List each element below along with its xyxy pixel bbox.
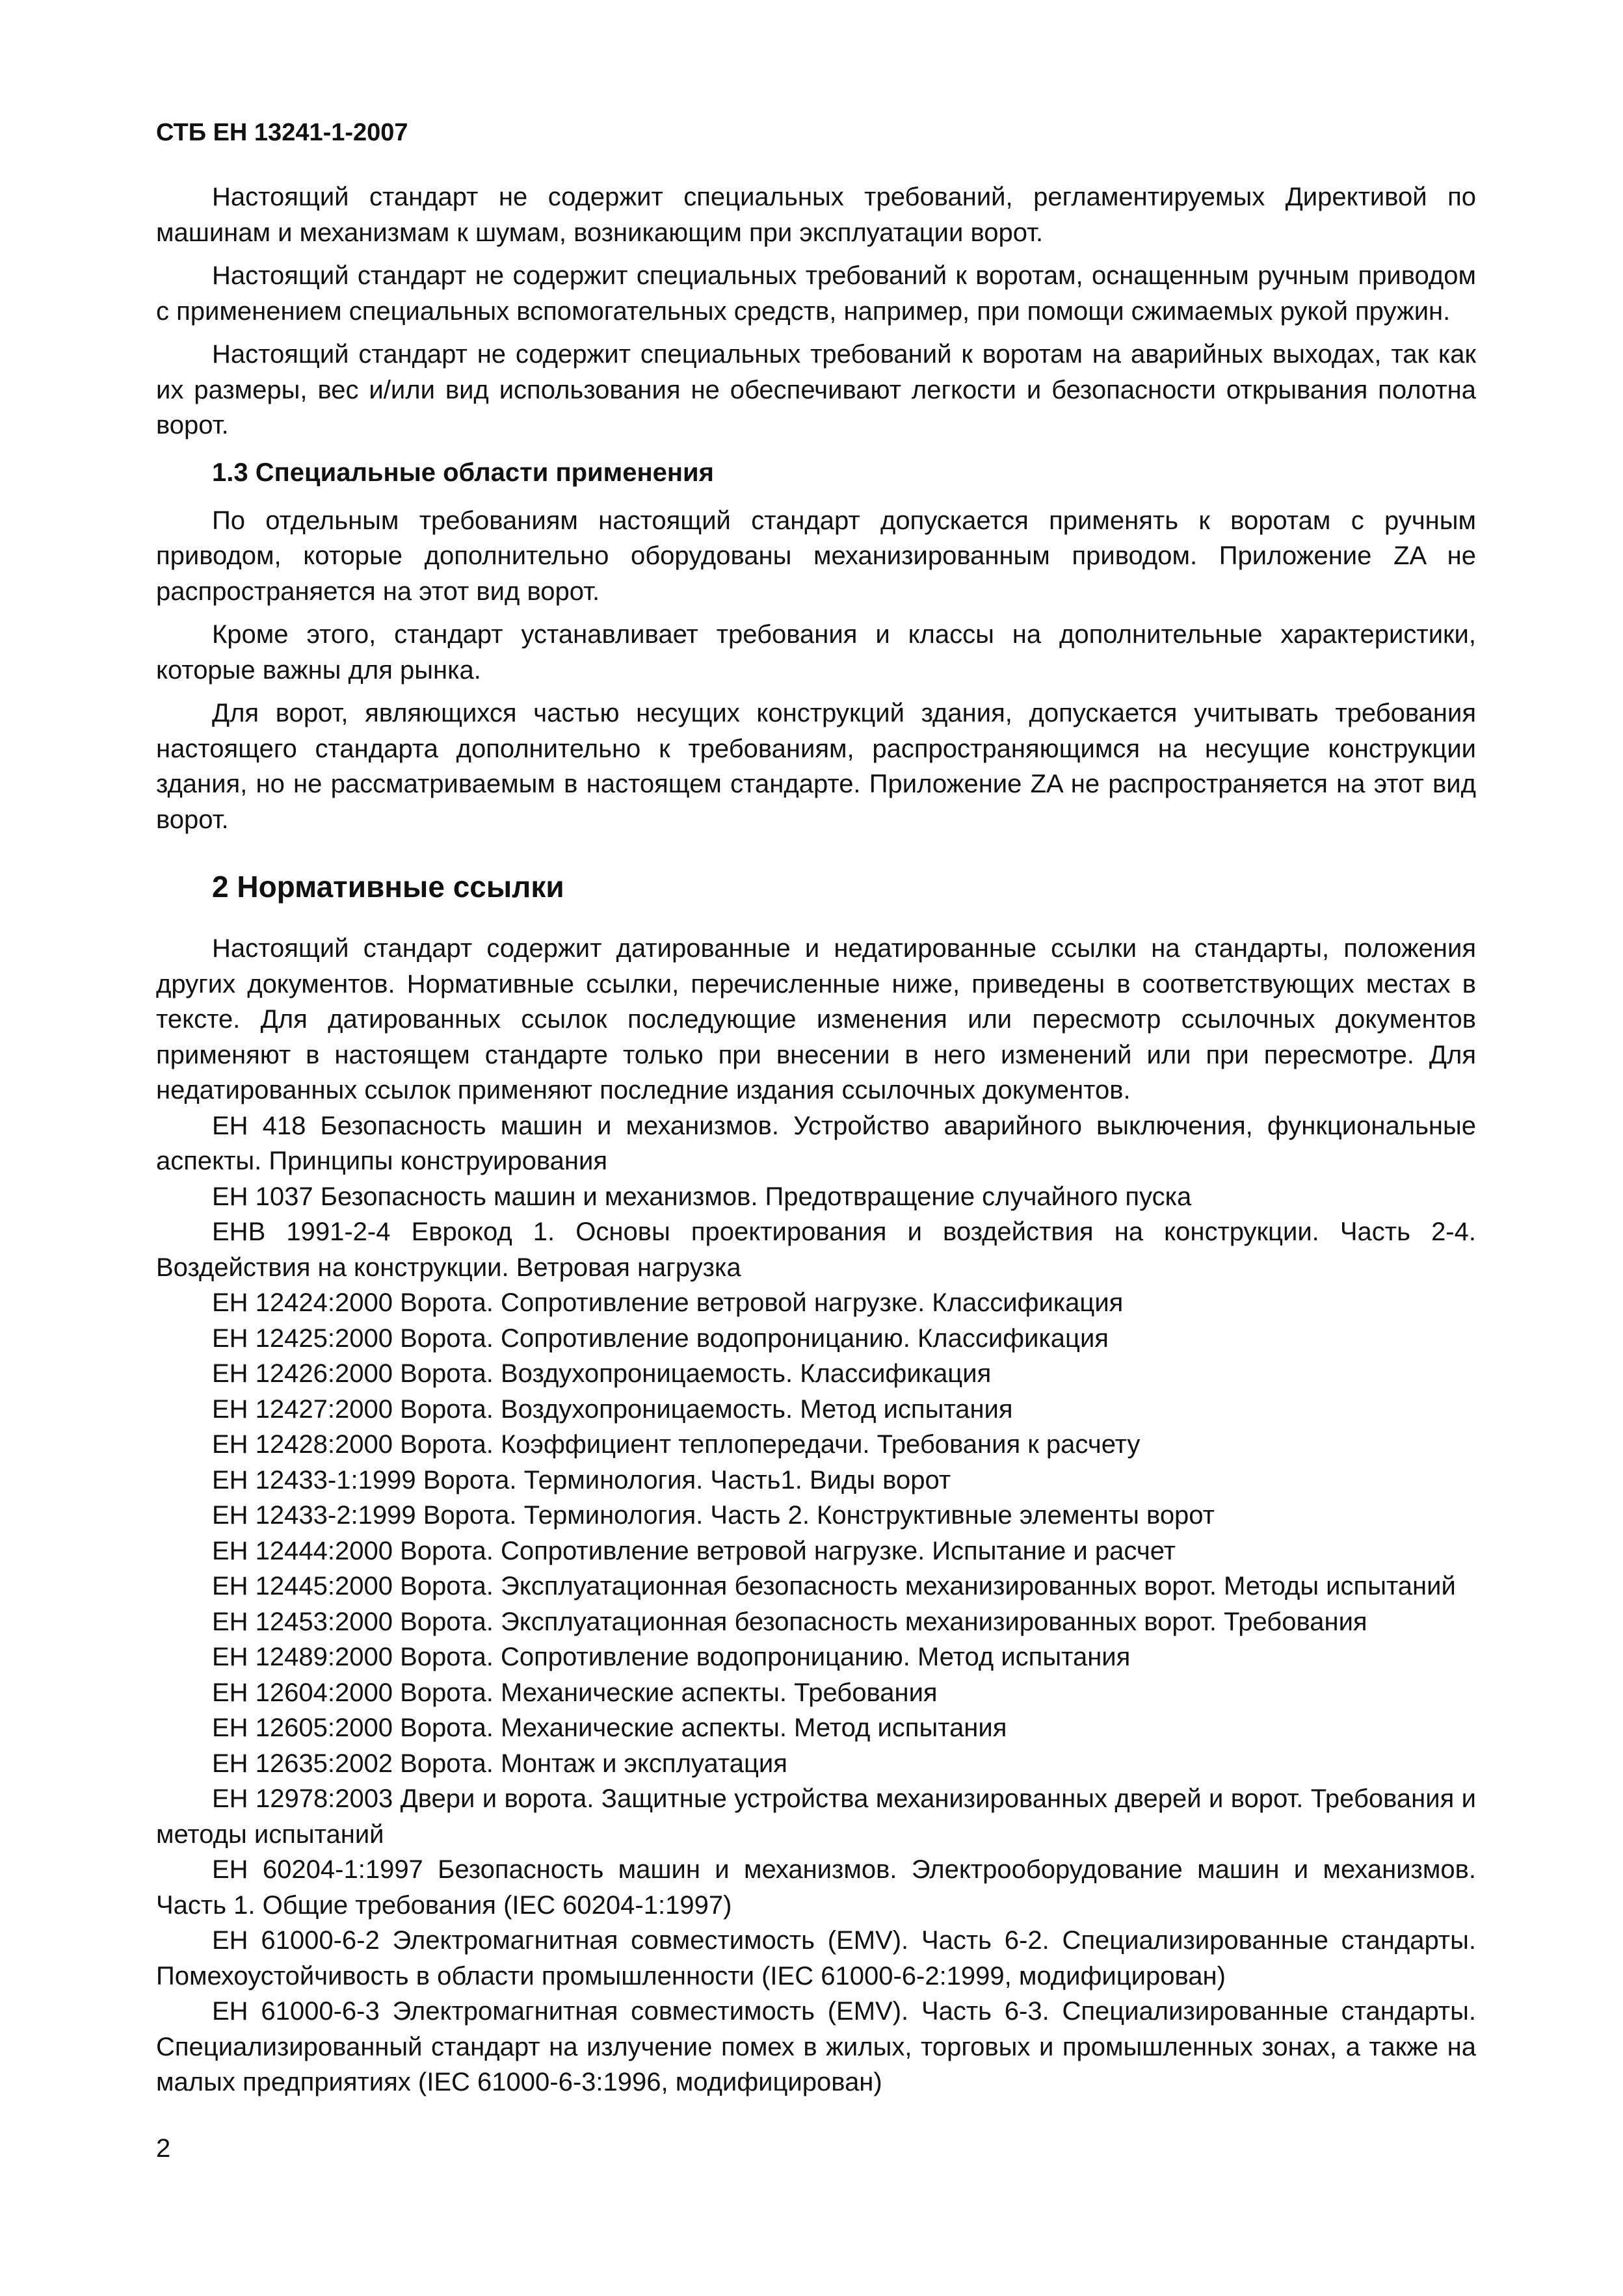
reference-item: ЕН 61000-6-2 Электромагнитная совместимость (EMV). Часть 6-2. Специализированные стандарты. Помехоустойчивость в области промышленности (IEC 61000-6-2:1999, модифицирован) xyxy=(156,1926,1476,1990)
reference-item: ЕН 12444:2000 Ворота. Сопротивление ветровой нагрузке. Испытание и расчет xyxy=(212,1536,1176,1565)
reference-item: ЕН 12424:2000 Ворота. Сопротивление ветровой нагрузке. Классификация xyxy=(212,1288,1124,1317)
document-header: СТБ ЕН 13241-1-2007 xyxy=(156,119,408,146)
section-1-3-paragraph: Для ворот, являющихся частью несущих конструкций здания, допускается учитывать требования настоящего стандарта дополнительно к требованиям, распространяющимся на несущие конструкции здания, но не рассматриваемым в настоящем стандарте. Приложение ZA не распространяется на этот вид ворот. xyxy=(156,699,1476,834)
intro-paragraph: Настоящий стандарт не содержит специальных требований к воротам на аварийных выходах, так как их размеры, вес и/или вид использования не обеспечивают легкости и безопасности открывания полотна ворот. xyxy=(156,340,1476,439)
reference-item: ЕН 418 Безопасность машин и механизмов. Устройство аварийного выключения, функциональные аспекты. Принципы конструирования xyxy=(156,1111,1476,1175)
reference-item: ЕН 12489:2000 Ворота. Сопротивление водопроницанию. Метод испытания xyxy=(212,1643,1131,1671)
reference-item: ЕН 12605:2000 Ворота. Механические аспекты. Метод испытания xyxy=(212,1714,1007,1742)
reference-item: ЕН 12426:2000 Ворота. Воздухопроницаемость. Классификация xyxy=(212,1359,992,1388)
reference-item: ЕН 12453:2000 Ворота. Эксплуатационная безопасность механизированных ворот. Требования xyxy=(212,1607,1367,1636)
reference-item: ЕН 61000-6-3 Электромагнитная совместимость (EMV). Часть 6-3. Специализированные стандарты. Специализированный стандарт на излучение помех в жилых, торговых и промышленных зонах, а также на малых предприятиях (IEC 61000-6-3:1996, модифицирован) xyxy=(156,1997,1476,2096)
section-2-intro: Настоящий стандарт содержит датированные и недатированные ссылки на стандарты, положения других документов. Нормативные ссылки, перечисленные ниже, приведены в соответствующих местах в тексте. Для датированных ссылок последующие изменения или пересмотр ссылочных документов применяют в настоящем стандарте только при внесении в него изменений или при пересмотре. Для недатированных ссылок применяют последние издания ссылочных документов. xyxy=(156,934,1476,1104)
section-2-heading: 2 Нормативные ссылки xyxy=(212,870,564,904)
reference-item: ЕН 60204-1:1997 Безопасность машин и механизмов. Электрооборудование машин и механизмов. Часть 1. Общие требования (IEC 60204-1:1997) xyxy=(156,1855,1476,1920)
reference-item: ЕН 12433-1:1999 Ворота. Терминология. Часть1. Виды ворот xyxy=(212,1465,951,1494)
reference-item: ЕН 12445:2000 Ворота. Эксплуатационная безопасность механизированных ворот. Методы испытаний xyxy=(212,1572,1456,1600)
reference-item: ЕН 12428:2000 Ворота. Коэффициент теплопередачи. Требования к расчету xyxy=(212,1430,1141,1459)
reference-item: ЕН 12425:2000 Ворота. Сопротивление водопроницанию. Классификация xyxy=(212,1324,1109,1353)
section-1-3-paragraph: По отдельным требованиям настоящий стандарт допускается применять к воротам с ручным приводом, которые дополнительно оборудованы механизированным приводом. Приложение ZA не распространяется на этот вид ворот. xyxy=(156,506,1476,606)
reference-item: ЕНВ 1991-2-4 Еврокод 1. Основы проектирования и воздействия на конструкции. Часть 2-4. Воздействия на конструкции. Ветровая нагрузка xyxy=(156,1218,1476,1282)
section-1-3-heading: 1.3 Специальные области применения xyxy=(212,458,714,487)
reference-item: ЕН 12978:2003 Двери и ворота. Защитные устройства механизированных дверей и ворот. Требования и методы испытаний xyxy=(156,1784,1476,1849)
reference-item: ЕН 1037 Безопасность машин и механизмов. Предотвращение случайного пуска xyxy=(212,1182,1192,1211)
page-number: 2 xyxy=(156,2134,171,2163)
section-1-3-paragraph: Кроме этого, стандарт устанавливает требования и классы на дополнительные характеристики, которые важны для рынка. xyxy=(156,620,1476,685)
document-page xyxy=(156,117,1476,2282)
intro-paragraph: Настоящий стандарт не содержит специальных требований к воротам, оснащенным ручным приводом с применением специальных вспомогательных средств, например, при помощи сжимаемых рукой пружин. xyxy=(156,261,1476,326)
reference-item: ЕН 12433-2:1999 Ворота. Терминология. Часть 2. Конструктивные элементы ворот xyxy=(212,1501,1215,1530)
reference-item: ЕН 12604:2000 Ворота. Механические аспекты. Требования xyxy=(212,1678,938,1707)
reference-item: ЕН 12427:2000 Ворота. Воздухопроницаемость. Метод испытания xyxy=(212,1394,1013,1424)
intro-paragraph: Настоящий стандарт не содержит специальных требований, регламентируемых Директивой по машинам и механизмам к шумам, возникающим при эксплуатации ворот. xyxy=(156,183,1476,247)
reference-item: ЕН 12635:2002 Ворота. Монтаж и эксплуатация xyxy=(212,1749,787,1778)
